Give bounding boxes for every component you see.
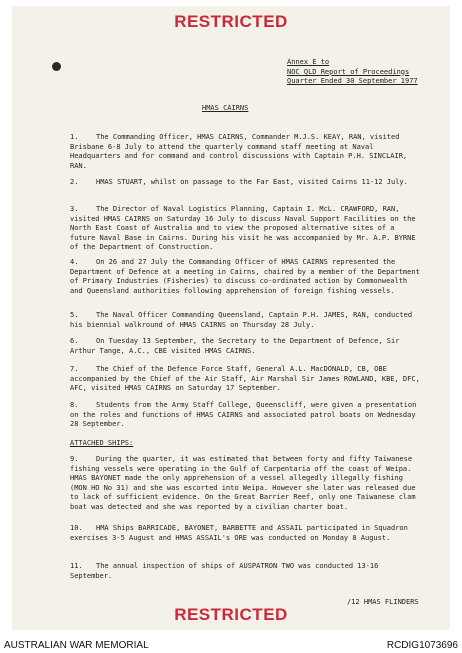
punch-hole-icon bbox=[52, 62, 61, 71]
page-continuation: /12 HMAS FLINDERS bbox=[347, 598, 419, 606]
paragraph-number: 11. bbox=[70, 562, 83, 570]
paragraph-text: HMA Ships BARRICADE, BAYONET, BARBETTE and ASSAIL participated in Squadron exercises 3-5 August and HMAS ASSAIL's ORE was conducted on Monday 8 August. bbox=[70, 524, 408, 542]
paragraph-7 bbox=[70, 365, 422, 394]
paragraph-text: The Naval Officer Commanding Queensland, Captain P.H. JAMES, RAN, conducted his biennial walkround of HMAS CAIRNS on Thursday 28 July. bbox=[70, 311, 413, 329]
paragraph-number: 2. bbox=[70, 178, 79, 186]
paragraph-8 bbox=[70, 401, 422, 430]
paragraph-4 bbox=[70, 258, 422, 296]
archive-footer bbox=[0, 633, 462, 653]
paragraph-number: 1. bbox=[70, 133, 79, 141]
paragraph-5 bbox=[70, 311, 422, 330]
annex-line: Annex E to bbox=[287, 58, 330, 66]
paragraph-6 bbox=[70, 337, 422, 356]
paragraph-number: 4. bbox=[70, 258, 79, 266]
paragraph-text: The Commanding Officer, HMAS CAIRNS, Commander M.J.S. KEAY, RAN, visited Brisbane 6-8 July to attend the quarterly command staff meeting at Naval Headquarters and for command and control discussions with Captain P.H. SINCLAIR, RAN. bbox=[70, 133, 408, 170]
record-id: RCDIG1073696 bbox=[386, 640, 458, 651]
paragraph-text: Students from the Army Staff College, Queenscliff, were given a presentation on the roles and functions of HMAS CAIRNS and associated patrol boats on Wednesday 28 September. bbox=[70, 401, 417, 428]
attached-ships-heading: ATTACHED SHIPS: bbox=[70, 439, 134, 447]
paragraph-9 bbox=[70, 455, 422, 512]
paragraph-text: On 26 and 27 July the Commanding Officer of HMAS CAIRNS represented the Department of Defence at a meeting in Cairns, chaired by a member of the Department of Primary Industries (Fisheries) to discuss co-ordinated action by Commonwealth and Queensland authorities following apprehension of foreign fishing vessels. bbox=[70, 258, 420, 295]
paragraph-text: The Chief of the Defence Force Staff, General A.L. MacDONALD, CB, OBE accompanied by the Chief of the Air Staff, Air Marshal Sir James ROWLAND, KBE, DFC, AFC, visited HMAS CAIRNS on Saturday 17 September. bbox=[70, 365, 420, 392]
paragraph-number: 5. bbox=[70, 311, 79, 319]
paragraph-number: 3. bbox=[70, 205, 79, 213]
paragraph-text: The annual inspection of ships of AUSPATRON TWO was conducted 13-16 September. bbox=[70, 562, 379, 580]
classification-stamp-bottom: RESTRICTED bbox=[174, 605, 288, 624]
paragraph-text: The Director of Naval Logistics Planning, Captain I. McL. CRAWFORD, RAN, visited HMAS CAIRNS on Saturday 16 July to discuss Naval Support Facilities on the North East Coast of Australia and to view the proposed alternative sites of a future Naval Base in Cairns. During his visit he was accompanied by Mr. A.P. BYRNE of the Department of Construction. bbox=[70, 205, 416, 251]
paragraph-11 bbox=[70, 562, 422, 581]
paragraph-text: During the quarter, it was estimated that between forty and fifty Taiwanese fishing vessels were operating in the Gulf of Carpentaria off the coast of Weipa. HMAS BAYONET made the only apprehension of a vessel allegedly illegally fishing (MON HO No 31) and she was escorted into Weipa. However she later was released due to lack of sufficient evidence. On the Great Barrier Reef, only one Taiwanese clam boat was detected and she was reported by a civilian charter boat. bbox=[70, 455, 416, 511]
paragraph-10 bbox=[70, 524, 422, 543]
paragraph-1 bbox=[70, 133, 422, 171]
paragraph-2 bbox=[70, 178, 422, 188]
annex-line: Quarter Ended 30 September 1977 bbox=[287, 77, 418, 85]
archive-name: AUSTRALIAN WAR MEMORIAL bbox=[4, 640, 149, 651]
section-heading: HMAS CAIRNS bbox=[202, 104, 249, 112]
paragraph-number: 6. bbox=[70, 337, 79, 345]
paragraph-number: 8. bbox=[70, 401, 79, 409]
paragraph-text: On Tuesday 13 September, the Secretary to the Department of Defence, Sir Arthur Tange, A.C., CBE visited HMAS CAIRNS. bbox=[70, 337, 400, 355]
paragraph-3 bbox=[70, 205, 422, 253]
annex-reference bbox=[287, 58, 418, 87]
document-page bbox=[12, 6, 450, 630]
classification-stamp-top: RESTRICTED bbox=[174, 12, 288, 31]
paragraph-number: 7. bbox=[70, 365, 79, 373]
paragraph-number: 9. bbox=[70, 455, 79, 463]
paragraph-number: 10. bbox=[70, 524, 83, 532]
annex-line: NOC QLD Report of Proceedings bbox=[287, 67, 410, 76]
paragraph-text: HMAS STUART, whilst on passage to the Far East, visited Cairns 11-12 July. bbox=[96, 178, 408, 186]
